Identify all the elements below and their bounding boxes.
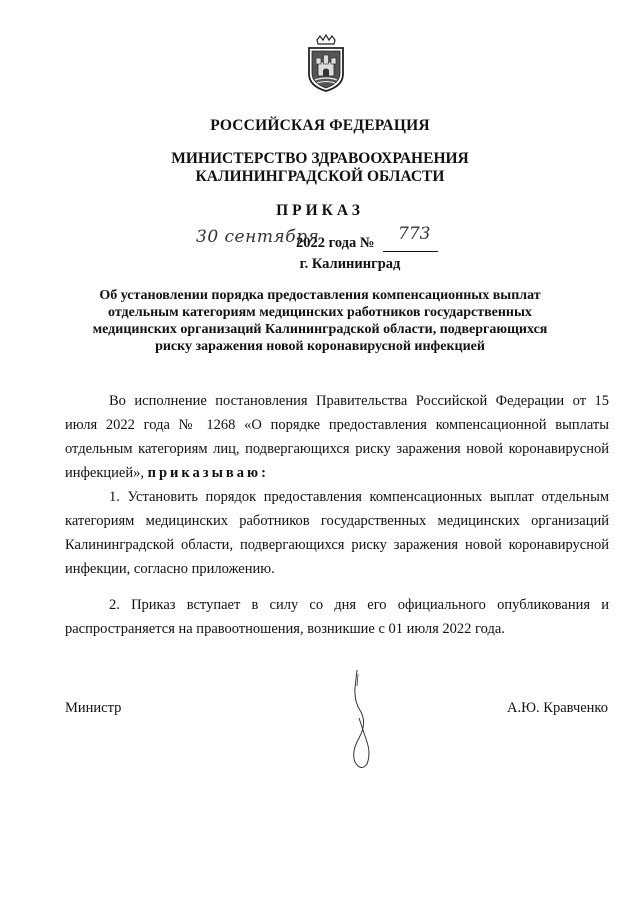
order-word: приказываю: (147, 465, 269, 481)
preamble-paragraph (65, 389, 609, 485)
ministry-heading (0, 150, 640, 186)
country-heading: РОССИЙСКАЯ ФЕДЕРАЦИЯ (210, 117, 430, 134)
order-item-2: 2. Приказ вступает в силу со дня его официального опубликования и распространяется на правоотношения, возникшие с 01 июля 2022 года. (65, 597, 609, 637)
printed-year-number-label: 2022 года № (296, 235, 375, 251)
number-underline (383, 251, 438, 252)
document-type-heading: ПРИКАЗ (276, 202, 364, 219)
city-label: г. Калининград (299, 256, 401, 272)
order-subject: Об установлении порядка предоставления компенсационных выплат отдельным категориям медицинских работников государственных медицинских организаций Калининградской области, подвергающихся риску заражения новой коронавирусной инфекцией (92, 288, 548, 354)
handwritten-date: 30 сентября (196, 227, 320, 247)
signer-name: А.Ю. Кравченко (507, 700, 608, 716)
coat-of-arms-icon (303, 34, 349, 92)
order-item-1: 1. Установить порядок предоставления компенсационных выплат отдельным категориям медицинских работников государственных медицинских организаций Калининградской области, подвергающихся риску заражения новой коронавирусной инфекции, согласно приложению. (65, 489, 609, 577)
signer-title: Министр (65, 700, 122, 716)
handwritten-signature-icon (337, 668, 387, 778)
handwritten-order-number: 773 (398, 224, 431, 244)
ministry-name: МИНИСТЕРСТВО ЗДРАВООХРАНЕНИЯ КАЛИНИНГРАДСКОЙ ОБЛАСТИ (171, 150, 469, 185)
preamble-text: Во исполнение постановления Правительства Российской Федерации от 15 июля 2022 года № 1268 «О порядке предоставления компенсационной выплаты отдельным категориям лиц, подвергающихся риску заражения новой коронавирусной инфекцией», (65, 393, 609, 481)
